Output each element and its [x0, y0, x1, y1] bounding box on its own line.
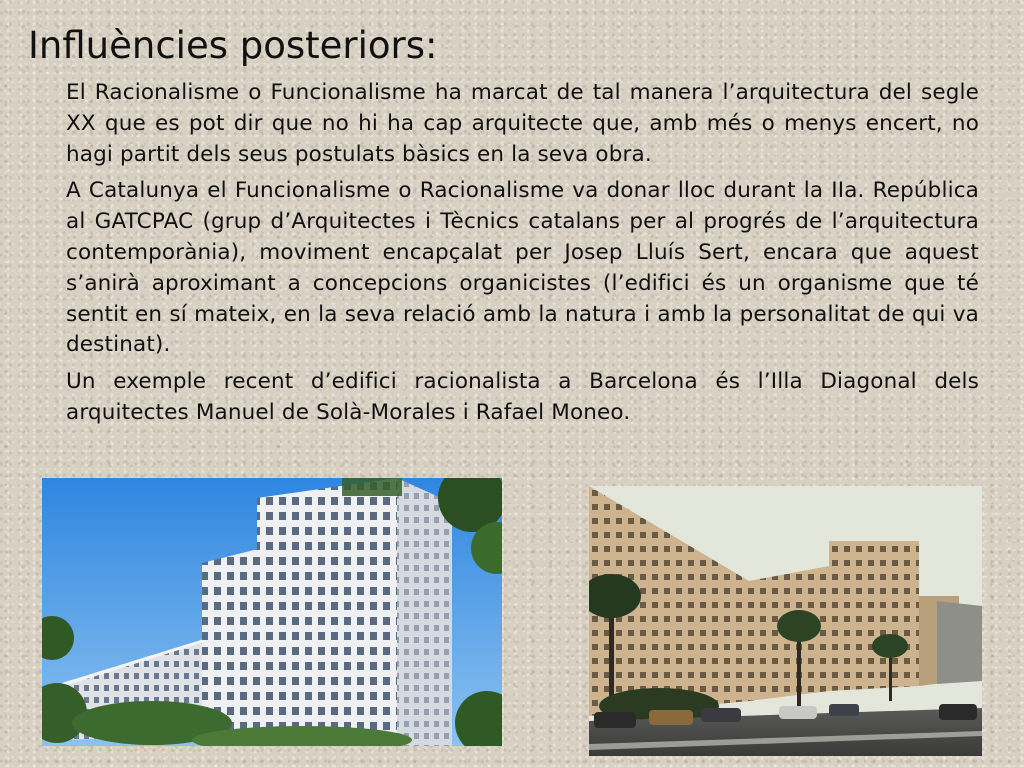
- illa-diagonal-photo-left: [42, 478, 502, 746]
- paragraph-racionalisme: El Racionalisme o Funcionalisme ha marcat de tal manera l’arquitectura del segle XX que es pot dir que no hi ha cap arquitecte que, amb més o menys encert, no hagi partit dels seus postulats bàsics en la seva obra.: [66, 80, 979, 167]
- body-text: [66, 78, 979, 435]
- slide-title: Influències posteriors:: [28, 24, 438, 67]
- paragraph-illa-diagonal: Un exemple recent d’edifici racionalista a Barcelona és l’Illa Diagonal dels arquitectes Manuel de Solà-Morales i Rafael Moneo.: [66, 369, 979, 425]
- illa-diagonal-photo-right: [589, 486, 982, 756]
- paragraph-gatcpac: A Catalunya el Funcionalisme o Racionalisme va donar lloc durant la IIa. República al GATCPAC (grup d’Arquitectes i Tècnics catalans per al progrés de l’arquitectura contemporània), moviment encapçalat per Josep Lluís Sert, encara que aquest s’anirà aproximant a concepcions organicistes (l’edifici és un organisme que té sentit en sí mateix, en la seva relació amb la natura i amb la personalitat de qui va destinat).: [66, 178, 979, 358]
